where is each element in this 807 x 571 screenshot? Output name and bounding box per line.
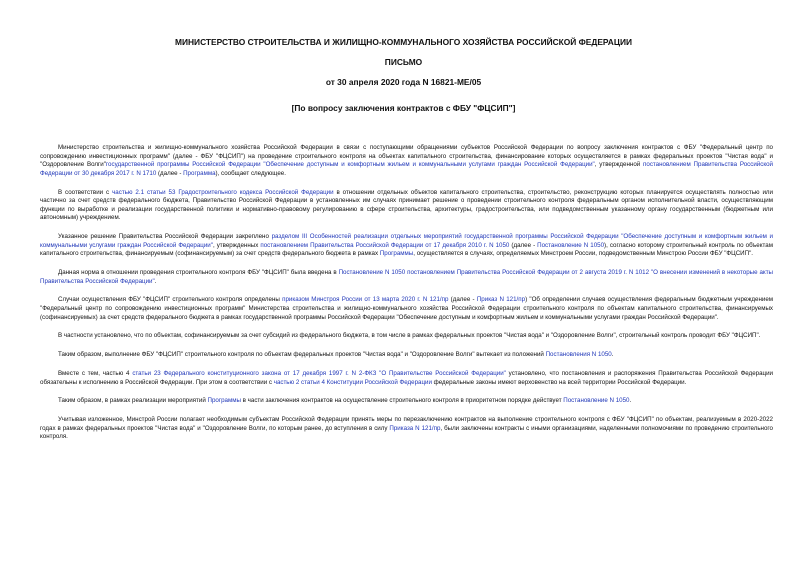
document-link[interactable]: Программы xyxy=(207,397,241,405)
paragraph-text: Данная норма в отношении проведения строительного контроля ФБУ "ФЦСИП" была введена в xyxy=(58,269,339,277)
paragraph-text: Таким образом, выполнение ФБУ "ФЦСИП" строительного контроля по объектам федеральных проектов "Чистая вода" и "Оздоровление Волги" вытекает из положений xyxy=(58,351,546,359)
paragraph-text: (далее - xyxy=(448,296,477,304)
paragraph xyxy=(40,189,773,223)
paragraph-text: Вместе с тем, частью 4 xyxy=(58,370,133,377)
document-date-number: от 30 апреля 2020 года N 16821-МЕ/05 xyxy=(325,77,482,87)
document-link[interactable]: постановлением Правительства Российской Федерации от 17 декабря 2010 г. N 1050 xyxy=(260,241,510,249)
paragraph-text: Указанное решение Правительства Российской Федерации закреплено xyxy=(58,233,272,241)
document-link[interactable]: приказом Минстроя России от 13 марта 2020 г. N 121/пр xyxy=(282,296,449,304)
paragraph xyxy=(40,233,773,259)
document-body xyxy=(40,144,773,452)
paragraph-text: , утвержденной xyxy=(594,161,644,169)
document-link[interactable]: Приказа N 121/пр xyxy=(389,424,441,432)
paragraph-text: . xyxy=(611,351,614,359)
paragraph-text: ), согласно которому строительный контроль по объектам капитального строительства, финансируемым (софинансируемым) за счет средств федерального бюджета в рамках xyxy=(40,241,773,258)
paragraph xyxy=(40,370,773,387)
paragraph-text: ), сообщает следующее. xyxy=(215,169,286,177)
document-link[interactable]: государственной программы Российской Федерации "Обеспечение доступным и комфортным жильем и коммунальными услугами граждан Российской Федерации" xyxy=(105,161,595,169)
ministry-heading: МИНИСТЕРСТВО СТРОИТЕЛЬСТВА И ЖИЛИЩНО-КОММУНАЛЬНОГО ХОЗЯЙСТВА РОССИЙСКОЙ ФЕДЕРАЦИИ xyxy=(175,37,632,47)
document-link[interactable]: разделом III Особенностей реализации отдельных мероприятий государственной программы Российской Федерации "Обеспечение доступным и комфортным жильем и коммунальными услугами граждан Российской Федерации" xyxy=(40,233,773,249)
paragraph-text: , осуществляется в случаях, определяемых Минстроем России, подведомственным Минстрою России ФБУ "ФЦСИП". xyxy=(413,250,753,258)
document-link[interactable]: постановлением Правительства Российской Федерации от 30 декабря 2017 г. N 1710 xyxy=(40,161,774,177)
paragraph-text: Учитывая изложенное, Минстрой России полагает необходимым субъектам Российской Федерации принять меры по перезаключению контрактов на выполнение строительного контроля с ФБУ "ФЦСИП" по объектам, реализуемым в 2020-2022 годах в рамках федеральных проектов "Чистая вода" и "Оздоровление Волги, по которым ранее, до вступления в силу xyxy=(40,416,773,432)
paragraph-text: в части заключения контрактов на осуществление строительного контроля в приоритетном порядке действует xyxy=(240,397,564,405)
paragraph-text: в отношении отдельных объектов капитального строительства, строительство, реконструкцию которых планируется осуществлять полностью или частично за счет средств федерального бюджета, Правительство Российской Федерации в установленных им случаях принимает решение о проведении строительного контроля федеральным органом исполнительной власти, осуществляющим функции по выработке и реализации государственной политики и нормативно-правовому регулированию в сфере строительства, архитектуры, градостроительства, или подведомственным указанному органу государственным (бюджетным или автономным) учреждением. xyxy=(40,188,774,222)
paragraph-text: . xyxy=(154,277,157,285)
document-link[interactable]: Программа xyxy=(183,169,216,177)
paragraph-text: . xyxy=(629,397,632,405)
document-link[interactable]: частью 2 статьи 4 Конституции Российской Федерации xyxy=(273,378,432,386)
document-link[interactable]: постановлением Правительства Российской Федерации от 2 августа 2019 г. N 1012 "О внесении изменений в некоторые акты Правительства Российской Федерации" xyxy=(40,269,773,285)
document-link[interactable]: Постановление N 1050 xyxy=(537,241,605,249)
paragraph-text: В частности установлено, что по объектам, софинансируемым за счет субсидий из федерального бюджета, в том числе в рамках федеральных проектов "Чистая вода" и "Оздоровление Волги", строительный контроль проводит ФБУ "ФЦСИП". xyxy=(58,332,761,340)
paragraph-text: (далее - xyxy=(156,169,184,177)
paragraph-text: федеральные законы имеют верховенство на всей территории Российской Федерации. xyxy=(431,378,687,386)
document-type: ПИСЬМО xyxy=(384,57,423,67)
paragraph xyxy=(40,397,773,406)
document-link[interactable]: Постановление N 1050 xyxy=(563,397,630,405)
paragraph xyxy=(40,269,773,286)
document-link[interactable]: Постановление N 1050 xyxy=(338,269,406,277)
paragraph xyxy=(40,144,773,178)
paragraph xyxy=(40,351,773,360)
paragraph-text: Таким образом, в рамках реализации мероприятий xyxy=(58,397,208,405)
paragraph-text: (далее - xyxy=(509,241,538,249)
paragraph-text: Случаи осуществления ФБУ "ФЦСИП" строительного контроля определены xyxy=(58,296,283,304)
document-subject: [По вопросу заключения контрактов с ФБУ "ФЦСИП"] xyxy=(291,103,516,113)
paragraph-text: установлено, что постановления и распоряжения Правительства Российской Федерации обязательны к исполнению в Российской Федерации. При этом в соответствии с xyxy=(40,370,773,386)
document-link[interactable]: Программы xyxy=(379,250,414,258)
document-link[interactable]: частью 2.1 статьи 53 Градостроительного кодекса Российской Федерации xyxy=(112,188,334,196)
paragraph-text: ) "Об определении случаев осуществления федеральным бюджетным учреждением "Федеральный центр по сопровождению инвестиционных программ" Министерства строительства и жилищно-коммунального хозяйства Российской Федерации строительного контроля по объектам капитального строительства, финансируемых (софинансируемых) за счет средств федерального бюджета в рамках государственной программы Российской Федерации "Обеспечение доступным и комфортным жильем и коммунальными услугами граждан Российской Федерации". xyxy=(40,296,774,321)
paragraph-text: Министерство строительства и жилищно-коммунального хозяйства Российской Федерации в связи с поступающими обращениями субъектов Российской Федерации по вопросу заключения контрактов с ФБУ "Федеральный центр по сопровождению инвестиционных программ" (далее - ФБУ "ФЦСИП") на проведение строительного контроля на объектах капитального строительства, финансирование которых осуществляется в рамках федеральных проектов "Чистая вода" и "Оздоровление Волги" xyxy=(40,144,773,169)
paragraph xyxy=(40,296,773,322)
document-link[interactable]: Постановления N 1050 xyxy=(545,351,612,359)
paragraph xyxy=(40,332,773,341)
paragraph xyxy=(40,416,773,442)
paragraph-text: В соответствии с xyxy=(58,188,113,196)
document-link[interactable]: Приказ N 121/пр xyxy=(476,296,526,304)
paragraph-text: , были заключены контракты с иными организациями, наделенными полномочиями по проведению строительного контроля. xyxy=(40,424,773,441)
document-link[interactable]: статьи 23 Федерального конституционного закона от 17 декабря 1997 г. N 2-ФКЗ "О Правительстве Российской Федерации" xyxy=(132,370,506,377)
paragraph-text: , утвержденных xyxy=(212,241,261,249)
